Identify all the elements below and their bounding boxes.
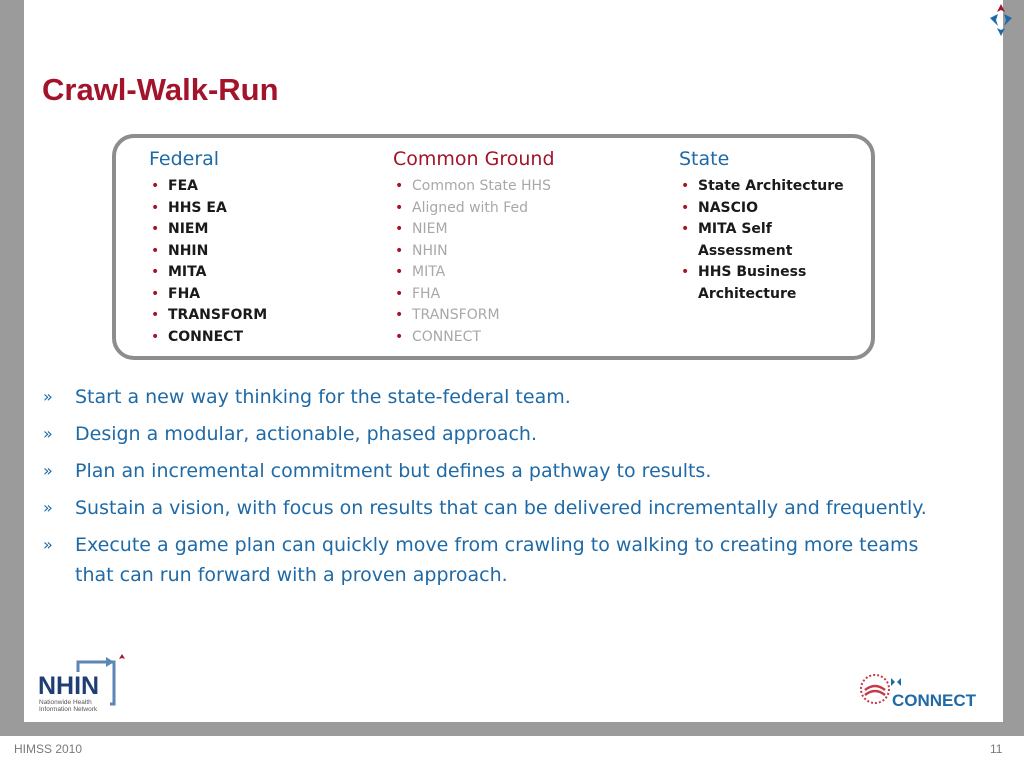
column-state [679, 146, 868, 305]
column-heading-common-ground: Common Ground [393, 148, 555, 170]
list-item: • NIEM [149, 219, 267, 241]
nhin-logo [38, 654, 138, 714]
key-point [40, 493, 940, 523]
list-item: • Common State HHS [393, 176, 555, 198]
list-item: • MITA [393, 262, 555, 284]
list-item: • NHIN [149, 241, 267, 263]
connect-logo-name: CONNECT [892, 691, 977, 710]
list-item: • TRANSFORM [393, 305, 555, 327]
key-points-list [40, 382, 940, 597]
list-item: • NASCIO [679, 198, 868, 220]
bullet-marker: » [43, 424, 53, 443]
footer-event-label: HIMSS 2010 [14, 742, 83, 756]
list-item: • CONNECT [149, 327, 267, 349]
key-point [40, 530, 940, 590]
key-point-text: Start a new way thinking for the state-federal team. [75, 386, 571, 408]
list-item: • HHS Business Architecture [679, 262, 868, 305]
corner-star-logo-icon [978, 0, 1024, 40]
list-item: • MITA Self Assessment [679, 219, 868, 262]
list-item: • HHS EA [149, 198, 267, 220]
footer-page-number: 11 [990, 742, 1003, 756]
frame-right-bar [1003, 0, 1024, 722]
key-point-text: Design a modular, actionable, phased approach. [75, 423, 537, 445]
column-heading-state: State [679, 148, 730, 170]
bullet-marker: » [43, 498, 53, 517]
column-federal [149, 146, 267, 348]
key-point [40, 456, 940, 486]
list-item: • FHA [393, 284, 555, 306]
key-point [40, 382, 940, 412]
nhin-logo-star-icon [119, 654, 125, 659]
list-item: • FHA [149, 284, 267, 306]
slide-title: Crawl-Walk-Run [42, 72, 279, 107]
list-item: • Aligned with Fed [393, 198, 555, 220]
nhin-logo-tagline-line2: Information Network [39, 706, 98, 713]
list-item: • CONNECT [393, 327, 555, 349]
list-item: • TRANSFORM [149, 305, 267, 327]
key-point [40, 419, 940, 449]
column-heading-federal: Federal [149, 148, 220, 170]
column-common-ground [393, 146, 555, 348]
bullet-marker: » [43, 387, 53, 406]
connect-logo [855, 668, 987, 712]
bullet-marker: » [43, 535, 53, 554]
key-point-text: Execute a game plan can quickly move from crawling to walking to creating more teams that can run forward with a proven approach. [75, 534, 919, 586]
frame-left-bar [0, 0, 24, 722]
connect-logo-arrows-icon [891, 678, 895, 686]
list-item: • NIEM [393, 219, 555, 241]
nhin-logo-name: NHIN [38, 672, 100, 700]
list-item: • MITA [149, 262, 267, 284]
list-item: • NHIN [393, 241, 555, 263]
nhin-logo-tagline-line1: Nationwide Health [39, 699, 92, 706]
state-list [679, 176, 868, 305]
bullet-marker: » [43, 461, 53, 480]
list-item: • FEA [149, 176, 267, 198]
federal-list [149, 176, 267, 348]
key-point-text: Sustain a vision, with focus on results that can be delivered incrementally and frequently. [75, 497, 927, 519]
key-point-text: Plan an incremental commitment but defines a pathway to results. [75, 460, 712, 482]
frame-bottom-bar [0, 722, 1024, 736]
common-ground-list [393, 176, 555, 348]
list-item: • State Architecture [679, 176, 868, 198]
